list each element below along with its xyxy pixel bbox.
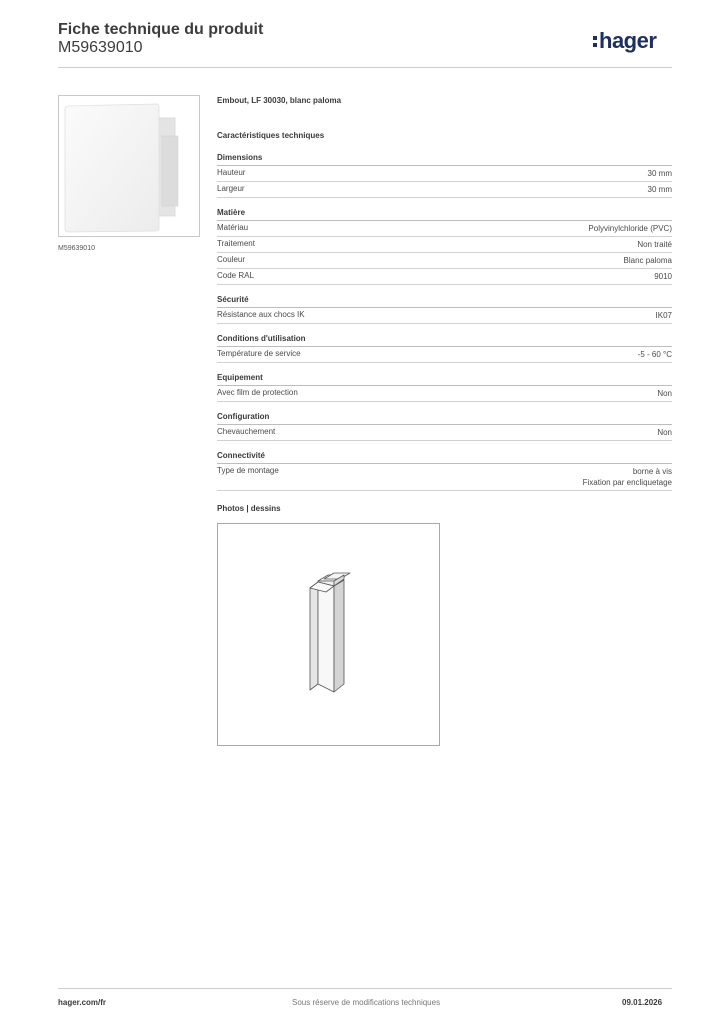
spec-group-title: Dimensions [217, 153, 672, 166]
spec-value [638, 349, 672, 360]
spec-group [217, 208, 672, 285]
footer-website-link[interactable]: hager.com/fr [58, 998, 107, 1007]
spec-label: Résistance aux chocs IK [217, 310, 305, 319]
spec-group-title: Configuration [217, 412, 672, 425]
product-thumbnail [58, 95, 200, 237]
spec-value [648, 184, 672, 195]
spec-group-title: Matière [217, 208, 672, 221]
spec-row [217, 269, 672, 285]
spec-row [217, 425, 672, 441]
spec-groups [217, 153, 672, 491]
spec-value [654, 271, 672, 282]
spec-value-line: -5 - 60 °C [637, 350, 672, 359]
spec-row [217, 386, 672, 402]
spec-group-title: Equipement [217, 373, 672, 386]
spec-value-line: borne à vis [632, 467, 672, 476]
spec-value-line: Non [657, 389, 672, 398]
spec-group [217, 373, 672, 402]
product-reference: M59639010 [58, 39, 143, 56]
spec-value-line: 30 mm [647, 185, 672, 194]
spec-value [624, 255, 672, 266]
spec-value [657, 427, 672, 438]
spec-value [648, 168, 672, 179]
product-drawing [217, 523, 440, 746]
spec-value-line: 9010 [654, 272, 672, 281]
footer-divider [58, 988, 672, 989]
header-divider [58, 67, 672, 68]
spec-content [217, 96, 672, 501]
spec-row [217, 308, 672, 324]
footer-notice: Sous réserve de modifications techniques [292, 998, 441, 1007]
spec-group [217, 334, 672, 363]
spec-label: Chevauchement [217, 427, 276, 436]
spec-label: Température de service [217, 349, 301, 358]
end-cap-drawing-icon [218, 524, 439, 745]
spec-group [217, 412, 672, 441]
spec-row [217, 464, 672, 491]
logo-dots-icon [593, 36, 597, 47]
spec-group-title: Sécurité [217, 295, 672, 308]
spec-label: Hauteur [217, 168, 246, 177]
spec-value [637, 239, 672, 250]
product-name: Embout, LF 30030, blanc paloma [217, 96, 342, 105]
spec-value-line: Fixation par encliquetage [582, 478, 672, 487]
spec-group [217, 451, 672, 491]
spec-value [657, 388, 672, 399]
spec-value-line: Polyvinylchloride (PVC) [588, 224, 672, 233]
spec-value [588, 223, 672, 234]
logo-text: hager [599, 28, 657, 53]
spec-row [217, 221, 672, 237]
spec-value [656, 310, 672, 321]
photos-heading: Photos | dessins [217, 504, 281, 513]
spec-value-line: Non traité [637, 240, 672, 249]
spec-value-line: 30 mm [647, 169, 672, 178]
spec-group [217, 153, 672, 198]
spec-value [583, 466, 672, 488]
spec-value-line: Non [657, 428, 672, 437]
spec-group [217, 295, 672, 324]
spec-label: Traitement [217, 239, 255, 248]
spec-label: Matériau [217, 223, 249, 232]
spec-label: Largeur [217, 184, 245, 193]
spec-group-title: Conditions d'utilisation [217, 334, 672, 347]
thumbnail-caption: M59639010 [58, 245, 95, 252]
spec-row [217, 237, 672, 253]
spec-value-line: IK07 [655, 311, 672, 320]
spec-label: Code RAL [217, 271, 254, 280]
spec-label: Couleur [217, 255, 246, 264]
footer-date: 09.01.2026 [622, 998, 663, 1007]
spec-value-line: Blanc paloma [623, 256, 672, 265]
page-title: Fiche technique du produit [58, 21, 264, 38]
spec-row [217, 166, 672, 182]
hager-logo [593, 28, 656, 54]
end-cap-photo-icon [59, 96, 199, 236]
spec-label: Type de montage [217, 466, 279, 475]
spec-group-title: Connectivité [217, 451, 672, 464]
spec-row [217, 182, 672, 198]
spec-row [217, 253, 672, 269]
specs-heading: Caractéristiques techniques [217, 131, 325, 140]
spec-row [217, 347, 672, 363]
spec-label: Avec film de protection [217, 388, 298, 397]
